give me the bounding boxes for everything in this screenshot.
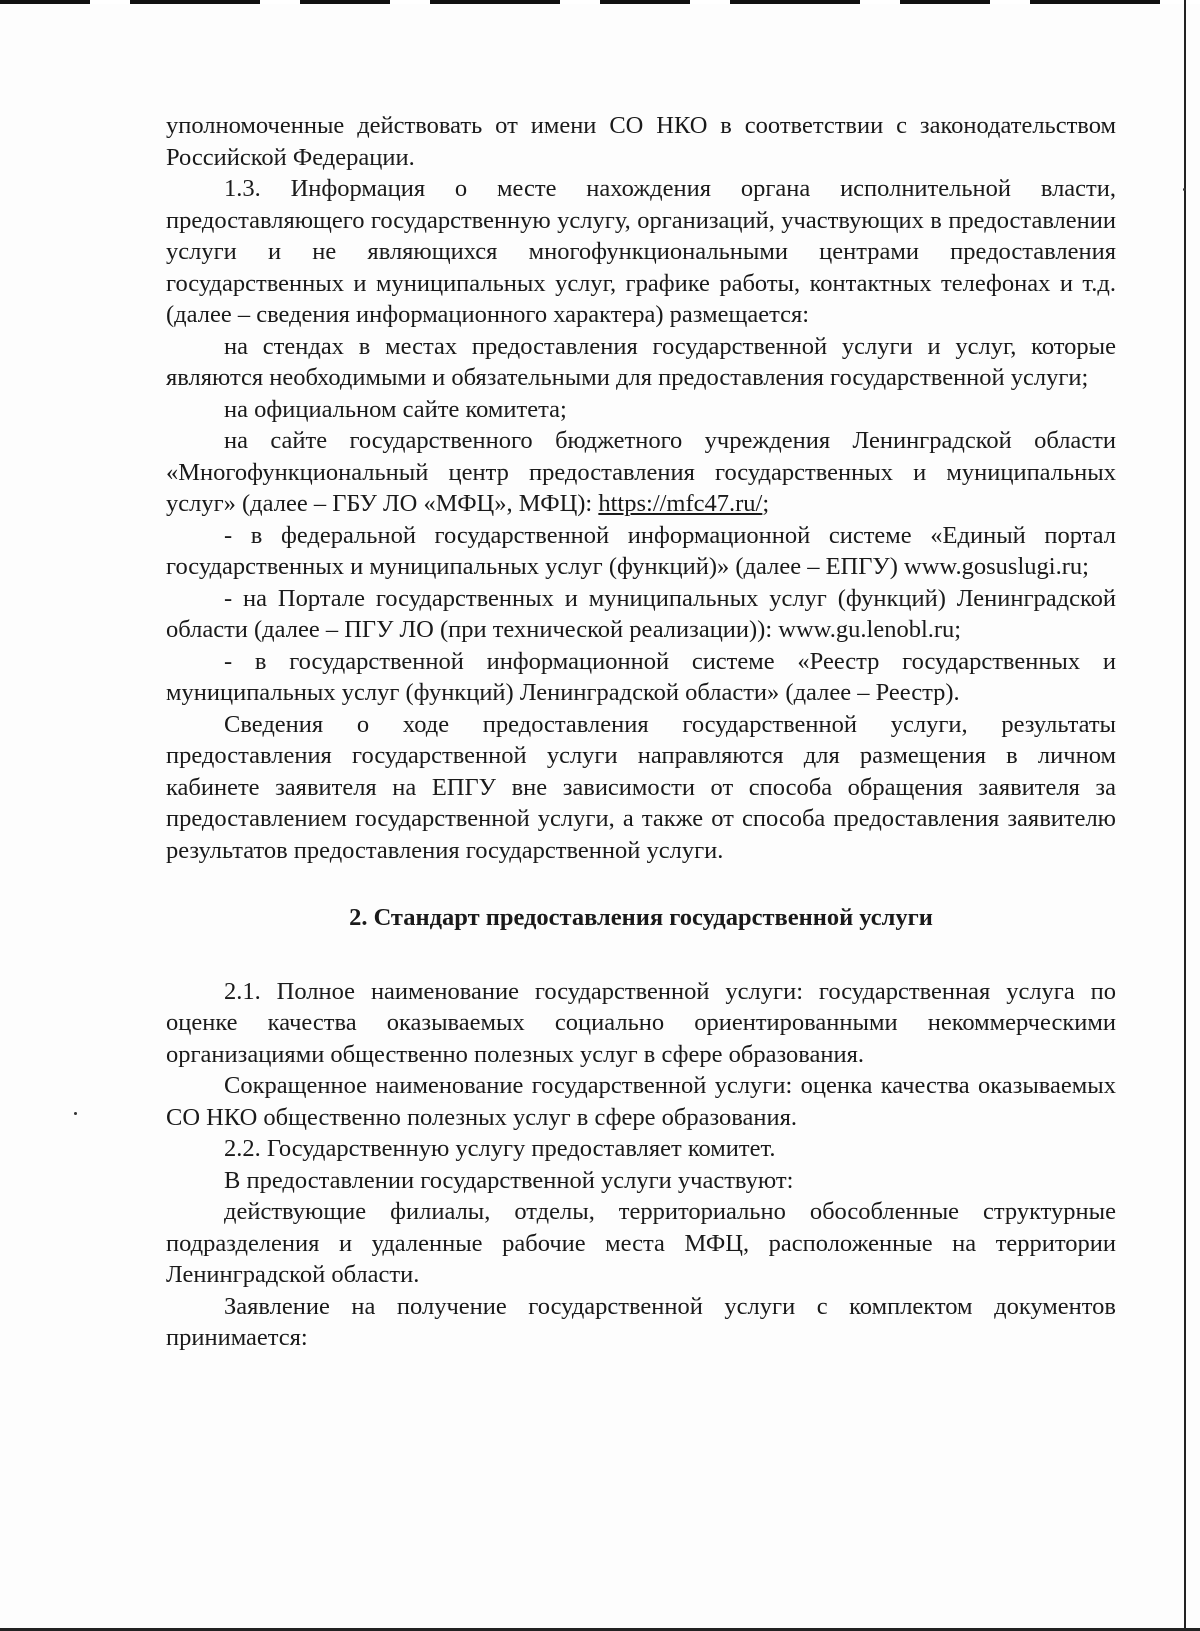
scan-edge-right — [1184, 0, 1186, 1631]
paragraph-text: на сайте государственного бюджетного учреждения Ленинградской области «Многофункциональный центр предоставления государственных и муниципальных услуг» (далее – ГБУ ЛО «МФЦ», МФЦ): — [166, 427, 1116, 517]
paragraph: уполномоченные действовать от имени СО НКО в соответствии с законодательством Российской Федерации. — [166, 112, 1116, 171]
paragraph: В предоставлении государственной услуги участвуют: — [224, 1166, 794, 1194]
paragraph-end: ; — [762, 490, 770, 517]
paragraph: 2.1. Полное наименование государственной услуги: государственная услуга по оценке качества оказываемых социально ориентированными некоммерческими организациями общественно полезных услуг в сфере образования. — [166, 977, 1116, 1068]
paragraph: 2.2. Государственную услугу предоставляет комитет. — [224, 1135, 776, 1162]
paragraph: на официальном сайте комитета; — [224, 395, 567, 423]
paragraph — [166, 425, 1116, 520]
paragraph: на стендах в местах предоставления государственной услуги и услуг, которые являются необходимыми и обязательными для предоставления государственной услуги; — [166, 332, 1116, 391]
section-heading: 2. Стандарт предоставления государственной услуги — [349, 904, 933, 931]
scan-edge-top — [0, 0, 1200, 4]
scan-speck — [1183, 188, 1186, 191]
paragraph: Заявление на получение государственной услуги с комплектом документов принимается: — [166, 1292, 1116, 1351]
paragraph: Сведения о ходе предоставления государственной услуги, результаты предоставления государственной услуги направляются для размещения в личном кабинете заявителя на ЕПГУ вне зависимости от способа обращения заявителя за предоставлением государственной услуги, а также от способа предоставления заявителю результатов предоставления государственной услуги. — [166, 710, 1116, 864]
paragraph: действующие филиалы, отделы, территориально обособленные структурные подразделения и удаленные рабочие места МФЦ, расположенные на территории Ленинградской области. — [166, 1198, 1116, 1288]
paragraph: - на Портале государственных и муниципальных услуг (функций) Ленинградской области (далее – ПГУ ЛО (при технической реализации)): www.gu.lenobl.ru; — [166, 584, 1116, 643]
paragraph: Сокращенное наименование государственной услуги: оценка качества оказываемых СО НКО общественно полезных услуг в сфере образования. — [166, 1072, 1116, 1131]
paragraph: - в федеральной государственной информационной системе «Единый портал государственных и муниципальных услуг (функций)» (далее – ЕПГУ) www.gosuslugi.ru; — [166, 521, 1116, 580]
mfc-link[interactable]: https://mfc47.ru/ — [598, 490, 763, 517]
scan-speck — [74, 1112, 77, 1115]
document-body — [166, 110, 1116, 1354]
paragraph: - в государственной информационной системе «Реестр государственных и муниципальных услуг (функций) Ленинградской области» (далее – Реестр). — [166, 647, 1116, 706]
paragraph: 1.3. Информация о месте нахождения органа исполнительной власти, предоставляющего государственную услугу, организаций, участвующих в предоставлении услуги и не являющихся многофункциональными центрами предоставления государственных и муниципальных услуг, графике работы, контактных телефонах и т.д. (далее – сведения информационного характера) размещается: — [166, 175, 1116, 328]
